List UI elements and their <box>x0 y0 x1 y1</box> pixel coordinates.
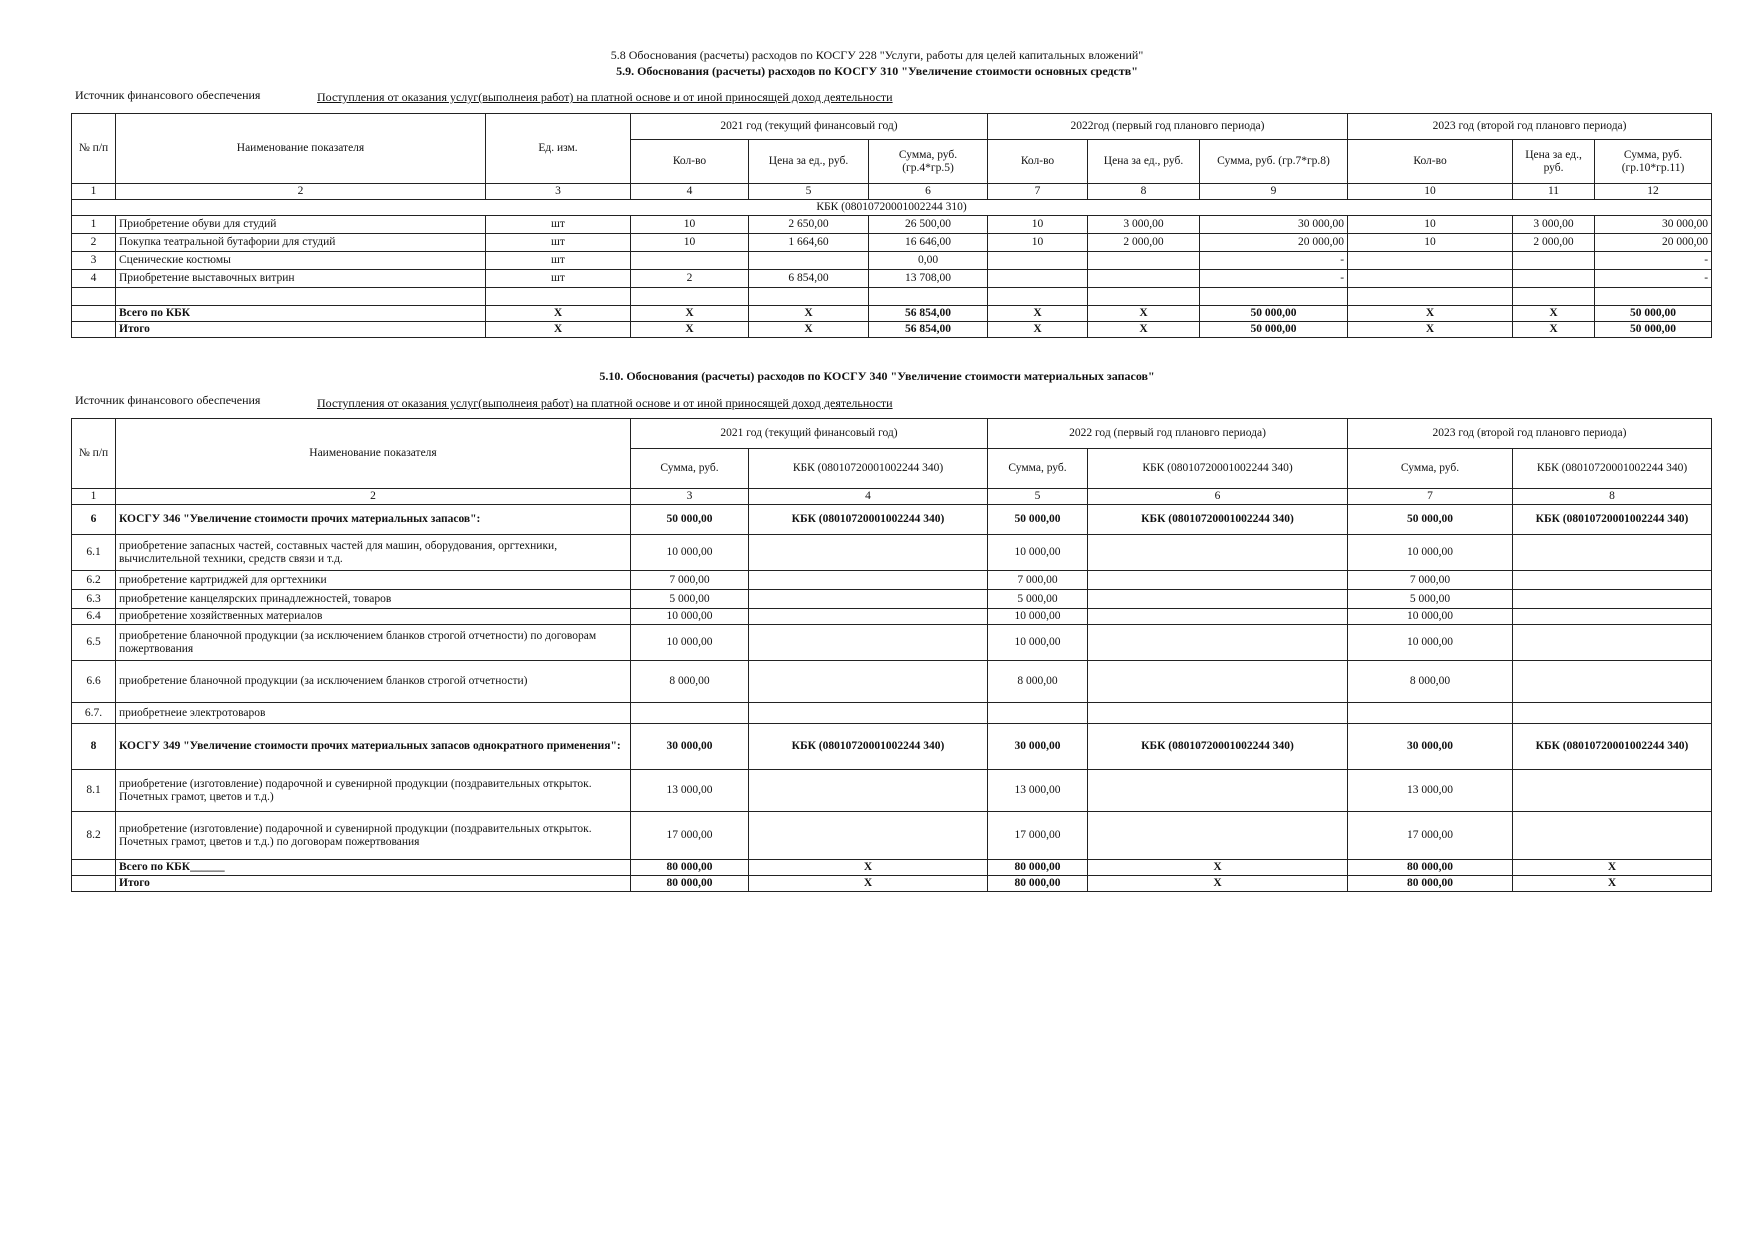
cell-unit: шт <box>486 234 631 252</box>
cell-value: Х <box>1088 322 1200 338</box>
head-kbk-2021: КБК (08010720001002244 340) <box>749 449 988 489</box>
head-price-2022: Цена за ед., руб. <box>1088 140 1200 184</box>
total-kbk-label: Всего по КБК <box>116 306 486 322</box>
column-numbers-row <box>72 184 1712 200</box>
source-label-5-10: Источник финансового обеспечения <box>75 393 261 407</box>
total-label: Итого <box>116 322 486 338</box>
cell-kbk <box>749 609 988 625</box>
cell-name: приобретение (изготовление) подарочной и сувенирной продукции (поздравительных открыток. Почетных грамот, цветов и т.д.) <box>116 770 631 812</box>
cell-value <box>1348 252 1513 270</box>
cell-value: Х <box>1513 306 1595 322</box>
cell-value: Х <box>1088 876 1348 892</box>
head-name: Наименование показателя <box>116 419 631 489</box>
cell-kbk <box>1513 770 1712 812</box>
cell-value: 5 000,00 <box>1348 590 1513 609</box>
cell-value <box>631 703 749 724</box>
table-row <box>72 590 1712 609</box>
head-kbk-2022: КБК (08010720001002244 340) <box>1088 449 1348 489</box>
head-qty-2023: Кол-во <box>1348 140 1513 184</box>
cell-value: 3 000,00 <box>1088 216 1200 234</box>
cell-value: 20 000,00 <box>1200 234 1348 252</box>
cell-value: 30 000,00 <box>1348 724 1513 770</box>
col-num: 4 <box>749 489 988 505</box>
title-5-9: 5.9. Обоснования (расчеты) расходов по КОСГУ 310 "Увеличение стоимости основных средств" <box>616 64 1138 78</box>
cell-value: 17 000,00 <box>988 812 1088 860</box>
cell-name: приобретение бланочной продукции (за исключением бланков строгой отчетности) <box>116 661 631 703</box>
cell-kbk <box>1088 571 1348 590</box>
head-qty-2021: Кол-во <box>631 140 749 184</box>
cell-value: 50 000,00 <box>1200 306 1348 322</box>
col-num: 11 <box>1513 184 1595 200</box>
cell-value <box>1513 252 1595 270</box>
cell-kbk: КБК (08010720001002244 340) <box>1513 505 1712 535</box>
total-row <box>72 876 1712 892</box>
cell-value: Х <box>1088 860 1348 876</box>
cell-value: Х <box>1513 876 1712 892</box>
cell-kbk <box>1088 609 1348 625</box>
head-price-2023: Цена за ед., руб. <box>1513 140 1595 184</box>
head-sum-2021: Сумма, руб. <box>631 449 749 489</box>
source-value-5-10: Поступления от оказания услуг(выполнеия работ) на платной основе и от иной приносящей доход деятельности <box>317 396 893 410</box>
cell-value: - <box>1200 270 1348 288</box>
head-year-2021: 2021 год (текущий финансовый год) <box>631 114 988 140</box>
cell-value: 2 000,00 <box>1513 234 1595 252</box>
cell-value: Х <box>749 860 988 876</box>
cell-value: 13 000,00 <box>1348 770 1513 812</box>
table-row <box>72 812 1712 860</box>
cell-value: 2 <box>631 270 749 288</box>
cell-value: 0,00 <box>869 252 988 270</box>
cell-value: 10 000,00 <box>988 625 1088 661</box>
cell-kbk <box>1088 535 1348 571</box>
cell-name: приобретнеие электротоваров <box>116 703 631 724</box>
cell-value: 30 000,00 <box>631 724 749 770</box>
cell-value: 13 000,00 <box>988 770 1088 812</box>
col-num: 1 <box>72 489 116 505</box>
head-year-2023: 2023 год (второй год плановго периода) <box>1348 419 1712 449</box>
group-name: КОСГУ 346 "Увеличение стоимости прочих материальных запасов": <box>116 505 631 535</box>
total-kbk-label: Всего по КБК______ <box>116 860 631 876</box>
cell-kbk <box>749 703 988 724</box>
cell-value: 5 000,00 <box>988 590 1088 609</box>
cell-value: 6 854,00 <box>749 270 869 288</box>
table-5-9 <box>71 113 1712 338</box>
cell-value: 10 <box>631 234 749 252</box>
cell-value: Х <box>749 322 869 338</box>
col-num: 10 <box>1348 184 1513 200</box>
cell-kbk <box>1513 590 1712 609</box>
cell-value: 50 000,00 <box>631 505 749 535</box>
cell-value: 10 000,00 <box>631 535 749 571</box>
cell-value: - <box>1595 270 1712 288</box>
head-num: № п/п <box>72 419 116 489</box>
cell-num: 4 <box>72 270 116 288</box>
cell-value: 10 000,00 <box>631 609 749 625</box>
cell-num: 6.7. <box>72 703 116 724</box>
cell-value: 2 650,00 <box>749 216 869 234</box>
head-qty-2022: Кол-во <box>988 140 1088 184</box>
cell-value <box>988 270 1088 288</box>
cell-value: 1 664,60 <box>749 234 869 252</box>
head-num: № п/п <box>72 114 116 184</box>
head-year-2021: 2021 год (текущий финансовый год) <box>631 419 988 449</box>
cell-kbk <box>1513 609 1712 625</box>
cell-value: Х <box>631 306 749 322</box>
cell-name: Покупка театральной бутафории для студий <box>116 234 486 252</box>
table-5-10 <box>71 418 1712 892</box>
cell-value: 17 000,00 <box>1348 812 1513 860</box>
cell-value: 56 854,00 <box>869 322 988 338</box>
cell-value: Х <box>1348 306 1513 322</box>
cell-name: приобретение бланочной продукции (за исключением бланков строгой отчетности) по договорам пожертвования <box>116 625 631 661</box>
cell-value: 80 000,00 <box>631 860 749 876</box>
head-sum-2023: Сумма, руб. (гр.10*гр.11) <box>1595 140 1712 184</box>
cell-kbk <box>1513 703 1712 724</box>
cell-value: Х <box>988 306 1088 322</box>
cell-value: 50 000,00 <box>1348 505 1513 535</box>
col-num: 12 <box>1595 184 1712 200</box>
cell-num: 6.4 <box>72 609 116 625</box>
cell-value <box>988 252 1088 270</box>
cell-num <box>72 860 116 876</box>
cell-value: - <box>1200 252 1348 270</box>
cell-value: 80 000,00 <box>1348 876 1513 892</box>
header-line-5-8: 5.8 Обоснования (расчеты) расходов по КОСГУ 228 "Услуги, работы для целей капитальных вложений" <box>610 48 1144 62</box>
cell-num: 1 <box>72 216 116 234</box>
cell-value: 10 000,00 <box>988 535 1088 571</box>
table-row <box>72 234 1712 252</box>
cell-num <box>72 306 116 322</box>
cell-kbk <box>1513 535 1712 571</box>
col-num: 6 <box>869 184 988 200</box>
head-price-2021: Цена за ед., руб. <box>749 140 869 184</box>
cell-value: Х <box>631 322 749 338</box>
cell-kbk <box>1088 625 1348 661</box>
cell-num: 6.2 <box>72 571 116 590</box>
empty-row <box>72 288 1712 306</box>
cell-kbk: КБК (08010720001002244 340) <box>1088 724 1348 770</box>
cell-value <box>1348 703 1513 724</box>
col-num: 4 <box>631 184 749 200</box>
total-kbk-row <box>72 860 1712 876</box>
cell-value: - <box>1595 252 1712 270</box>
table-row <box>72 270 1712 288</box>
cell-kbk <box>749 625 988 661</box>
col-num: 8 <box>1513 489 1712 505</box>
table-5-9-head-row-1 <box>72 114 1712 140</box>
head-sum-2022: Сумма, руб. (гр.7*гр.8) <box>1200 140 1348 184</box>
cell-kbk: КБК (08010720001002244 340) <box>1088 505 1348 535</box>
group-name: КОСГУ 349 "Увеличение стоимости прочих материальных запасов однократного применения": <box>116 724 631 770</box>
cell-name: Приобретение обуви для студий <box>116 216 486 234</box>
cell-value: 26 500,00 <box>869 216 988 234</box>
cell-kbk <box>1513 661 1712 703</box>
table-row <box>72 625 1712 661</box>
cell-value <box>749 252 869 270</box>
kbk-code: КБК (08010720001002244 310) <box>72 200 1712 216</box>
cell-num: 8 <box>72 724 116 770</box>
cell-value: 10 <box>1348 234 1513 252</box>
source-value-5-9: Поступления от оказания услуг(выполнеия работ) на платной основе и от иной приносящей доход деятельности <box>317 90 893 104</box>
cell-num: 6.3 <box>72 590 116 609</box>
cell-value: 8 000,00 <box>1348 661 1513 703</box>
col-num: 7 <box>1348 489 1513 505</box>
group-row-kosgu-346 <box>72 505 1712 535</box>
cell-value: 50 000,00 <box>1595 322 1712 338</box>
table-row <box>72 216 1712 234</box>
cell-value: 50 000,00 <box>988 505 1088 535</box>
cell-num: 2 <box>72 234 116 252</box>
cell-kbk <box>749 535 988 571</box>
table-row <box>72 252 1712 270</box>
cell-value: 50 000,00 <box>1200 322 1348 338</box>
col-num: 3 <box>486 184 631 200</box>
cell-kbk <box>1513 812 1712 860</box>
cell-kbk <box>1088 661 1348 703</box>
cell-kbk <box>749 770 988 812</box>
cell-num: 6.6 <box>72 661 116 703</box>
group-row-kosgu-349 <box>72 724 1712 770</box>
table-row <box>72 535 1712 571</box>
cell-value <box>1088 270 1200 288</box>
cell-value: Х <box>988 322 1088 338</box>
cell-value: 5 000,00 <box>631 590 749 609</box>
cell-kbk <box>749 571 988 590</box>
head-year-2022: 2022год (первый год плановго периода) <box>988 114 1348 140</box>
cell-value: 10 <box>1348 216 1513 234</box>
head-kbk-2023: КБК (08010720001002244 340) <box>1513 449 1712 489</box>
cell-value: 10 <box>988 216 1088 234</box>
cell-kbk: КБК (08010720001002244 340) <box>749 724 988 770</box>
cell-value: 30 000,00 <box>988 724 1088 770</box>
col-num: 6 <box>1088 489 1348 505</box>
head-sum-2023: Сумма, руб. <box>1348 449 1513 489</box>
cell-value: 8 000,00 <box>631 661 749 703</box>
head-year-2023: 2023 год (второй год плановго периода) <box>1348 114 1712 140</box>
cell-num <box>72 322 116 338</box>
col-num: 7 <box>988 184 1088 200</box>
col-num: 5 <box>749 184 869 200</box>
cell-value: 10 000,00 <box>1348 609 1513 625</box>
cell-num: 6.5 <box>72 625 116 661</box>
cell-value: Х <box>1088 306 1200 322</box>
cell-value: 80 000,00 <box>988 860 1088 876</box>
cell-value: 7 000,00 <box>631 571 749 590</box>
cell-kbk: КБК (08010720001002244 340) <box>1513 724 1712 770</box>
cell-kbk <box>1088 770 1348 812</box>
cell-value: 17 000,00 <box>631 812 749 860</box>
cell-num: 3 <box>72 252 116 270</box>
cell-kbk: КБК (08010720001002244 340) <box>749 505 988 535</box>
col-num: 2 <box>116 184 486 200</box>
head-unit: Ед. изм. <box>486 114 631 184</box>
table-row <box>72 609 1712 625</box>
cell-value: 10 <box>631 216 749 234</box>
cell-value: 30 000,00 <box>1595 216 1712 234</box>
cell-value <box>988 703 1088 724</box>
kbk-row <box>72 200 1712 216</box>
cell-value <box>1513 270 1595 288</box>
cell-kbk <box>1088 703 1348 724</box>
cell-value: Х <box>486 306 631 322</box>
head-sum-2022: Сумма, руб. <box>988 449 1088 489</box>
cell-num: 6.1 <box>72 535 116 571</box>
cell-value: Х <box>1513 860 1712 876</box>
total-row <box>72 322 1712 338</box>
head-sum-2021: Сумма, руб. (гр.4*гр.5) <box>869 140 988 184</box>
cell-value: 80 000,00 <box>988 876 1088 892</box>
cell-value: 7 000,00 <box>1348 571 1513 590</box>
cell-name: приобретение хозяйственных материалов <box>116 609 631 625</box>
col-num: 1 <box>72 184 116 200</box>
col-num: 8 <box>1088 184 1200 200</box>
head-year-2022: 2022 год (первый год плановго периода) <box>988 419 1348 449</box>
table-row <box>72 703 1712 724</box>
table-row <box>72 770 1712 812</box>
cell-value: 16 646,00 <box>869 234 988 252</box>
cell-value: 10 000,00 <box>631 625 749 661</box>
cell-value: 8 000,00 <box>988 661 1088 703</box>
cell-value <box>631 252 749 270</box>
cell-value: 10 000,00 <box>1348 625 1513 661</box>
title-5-10: 5.10. Обоснования (расчеты) расходов по КОСГУ 340 "Увеличение стоимости материальных запасов" <box>599 369 1155 383</box>
cell-value: 20 000,00 <box>1595 234 1712 252</box>
cell-name: приобретение картриджей для оргтехники <box>116 571 631 590</box>
cell-num: 6 <box>72 505 116 535</box>
cell-value: Х <box>749 876 988 892</box>
cell-name: приобретение запасных частей, составных частей для машин, оборудования, оргтехники, вычислительной техники, средств связи и т.д. <box>116 535 631 571</box>
column-numbers-row <box>72 489 1712 505</box>
cell-unit: шт <box>486 270 631 288</box>
cell-value: Х <box>1348 322 1513 338</box>
cell-kbk <box>749 590 988 609</box>
cell-value: 10 000,00 <box>1348 535 1513 571</box>
total-label: Итого <box>116 876 631 892</box>
cell-value: 80 000,00 <box>1348 860 1513 876</box>
cell-kbk <box>749 661 988 703</box>
table-5-10-head-row-1 <box>72 419 1712 449</box>
col-num: 9 <box>1200 184 1348 200</box>
cell-unit: шт <box>486 252 631 270</box>
col-num: 5 <box>988 489 1088 505</box>
cell-name: приобретение (изготовление) подарочной и сувенирной продукции (поздравительных открыток. Почетных грамот, цветов и т.д.) по договорам пожертвования <box>116 812 631 860</box>
cell-value: 10 000,00 <box>988 609 1088 625</box>
cell-value: 50 000,00 <box>1595 306 1712 322</box>
col-num: 2 <box>116 489 631 505</box>
cell-kbk <box>1088 812 1348 860</box>
cell-value: 13 708,00 <box>869 270 988 288</box>
cell-value: Х <box>1513 322 1595 338</box>
cell-value: 2 000,00 <box>1088 234 1200 252</box>
total-kbk-row <box>72 306 1712 322</box>
source-label-5-9: Источник финансового обеспечения <box>75 88 261 102</box>
cell-value: 80 000,00 <box>631 876 749 892</box>
cell-value: Х <box>486 322 631 338</box>
cell-unit: шт <box>486 216 631 234</box>
cell-value <box>1348 270 1513 288</box>
cell-kbk <box>1513 571 1712 590</box>
cell-value: 10 <box>988 234 1088 252</box>
cell-value: 30 000,00 <box>1200 216 1348 234</box>
cell-name: приобретение канцелярских принадлежностей, товаров <box>116 590 631 609</box>
cell-value: 3 000,00 <box>1513 216 1595 234</box>
cell-name: Сценические костюмы <box>116 252 486 270</box>
cell-value <box>1088 252 1200 270</box>
cell-kbk <box>1513 625 1712 661</box>
table-row <box>72 571 1712 590</box>
cell-kbk <box>1088 590 1348 609</box>
cell-value: 13 000,00 <box>631 770 749 812</box>
table-row <box>72 661 1712 703</box>
cell-value: 7 000,00 <box>988 571 1088 590</box>
cell-num: 8.2 <box>72 812 116 860</box>
col-num: 3 <box>631 489 749 505</box>
cell-name: Приобретение выставочных витрин <box>116 270 486 288</box>
cell-value: 56 854,00 <box>869 306 988 322</box>
cell-value: Х <box>749 306 869 322</box>
head-name: Наименование показателя <box>116 114 486 184</box>
cell-num <box>72 876 116 892</box>
cell-kbk <box>749 812 988 860</box>
cell-num: 8.1 <box>72 770 116 812</box>
